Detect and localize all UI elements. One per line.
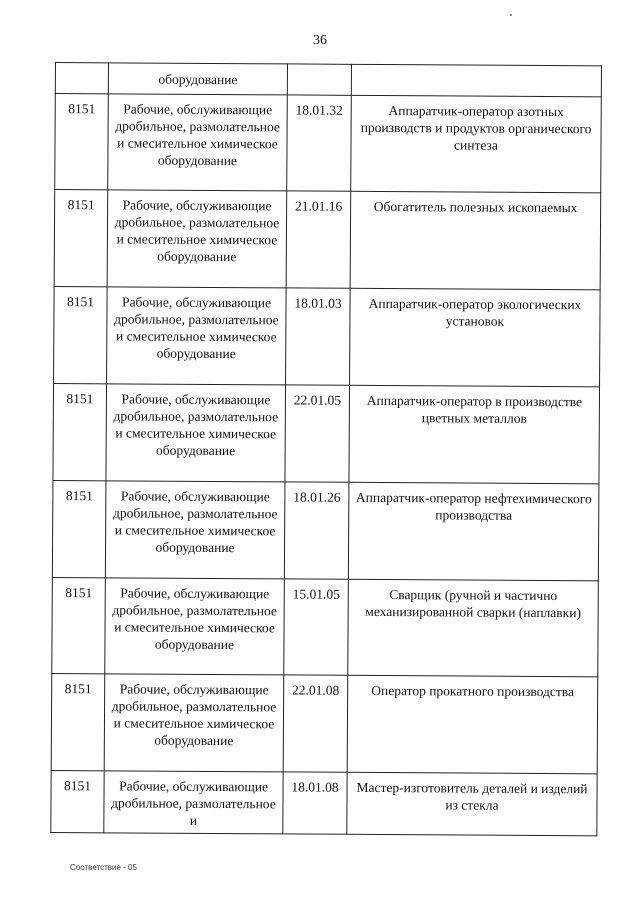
professions-table	[50, 62, 602, 836]
cell-group: Рабочие, обслуживающие дробильное, размолательное и смесительное химическое оборудование	[107, 190, 287, 288]
table-row	[54, 190, 601, 290]
cell-code: 8151	[53, 383, 107, 480]
cell-number: 18.01.26	[284, 482, 349, 579]
cell-group: оборудование	[108, 63, 287, 95]
cell-profession: Мастер-изготовитель деталей и изделий из стекла	[347, 772, 597, 836]
cell-profession	[351, 64, 601, 97]
table-row-continuation	[55, 63, 601, 97]
cell-group: Рабочие, обслуживающие дробильное, размолательное и	[104, 771, 283, 834]
table-row	[52, 577, 599, 676]
footer-stamp: Соответствие - 05	[70, 863, 137, 872]
cell-group: Рабочие, обслуживающие дробильное, размолательное и смесительное химическое оборудование	[108, 94, 288, 191]
cell-profession: Сварщик (ручной и частично механизированной сварки (наплавки)	[348, 579, 599, 677]
cell-number: 18.01.32	[287, 95, 352, 191]
cell-profession: Оператор прокатного производства	[347, 675, 598, 774]
cell-code: 8151	[54, 286, 108, 383]
cell-number: 21.01.16	[286, 191, 351, 288]
cell-code: 8151	[52, 480, 106, 577]
table-row	[51, 673, 598, 773]
cell-number: 18.01.08	[283, 772, 347, 834]
cell-profession: Аппаратчик-оператор нефтехимического производства	[348, 482, 599, 581]
cell-group: Рабочие, обслуживающие дробильное, размолательное и смесительное химическое оборудование	[107, 287, 287, 385]
cell-group: Рабочие, обслуживающие дробильное, размолательное и смесительное химическое оборудование	[105, 578, 285, 675]
table-row	[54, 286, 601, 386]
cell-code: 8151	[51, 673, 105, 770]
cell-code: 8151	[52, 577, 106, 673]
cell-profession: Аппаратчик-оператор азотных производств и продуктов органического синтеза	[351, 95, 602, 193]
cell-code	[55, 63, 108, 94]
cell-number: 22.01.08	[283, 675, 348, 772]
cell-number: 22.01.05	[285, 385, 350, 482]
scan-speck	[510, 14, 512, 16]
cell-number	[287, 64, 351, 95]
cell-code: 8151	[55, 94, 109, 190]
table-row	[53, 383, 600, 483]
table-row	[51, 770, 597, 835]
table-row	[52, 480, 599, 580]
cell-number: 15.01.05	[284, 579, 349, 675]
page-number: 36	[313, 33, 327, 48]
cell-group: Рабочие, обслуживающие дробильное, размолательное и смесительное химическое оборудование	[106, 384, 286, 482]
cell-profession: Обогатитель полезных ископаемых	[350, 191, 601, 290]
document-sheet	[50, 62, 602, 836]
cell-code: 8151	[51, 770, 104, 832]
table-row	[55, 94, 602, 193]
cell-profession: Аппаратчик-оператор в производстве цветных металлов	[349, 385, 600, 484]
cell-code: 8151	[54, 190, 108, 287]
cell-group: Рабочие, обслуживающие дробильное, размолательное и смесительное химическое оборудование	[105, 481, 285, 579]
cell-group: Рабочие, обслуживающие дробильное, размолательное и смесительное химическое оборудование	[104, 674, 284, 772]
cell-profession: Аппаратчик-оператор экологических установок	[350, 288, 601, 387]
cell-number: 18.01.03	[286, 288, 351, 385]
